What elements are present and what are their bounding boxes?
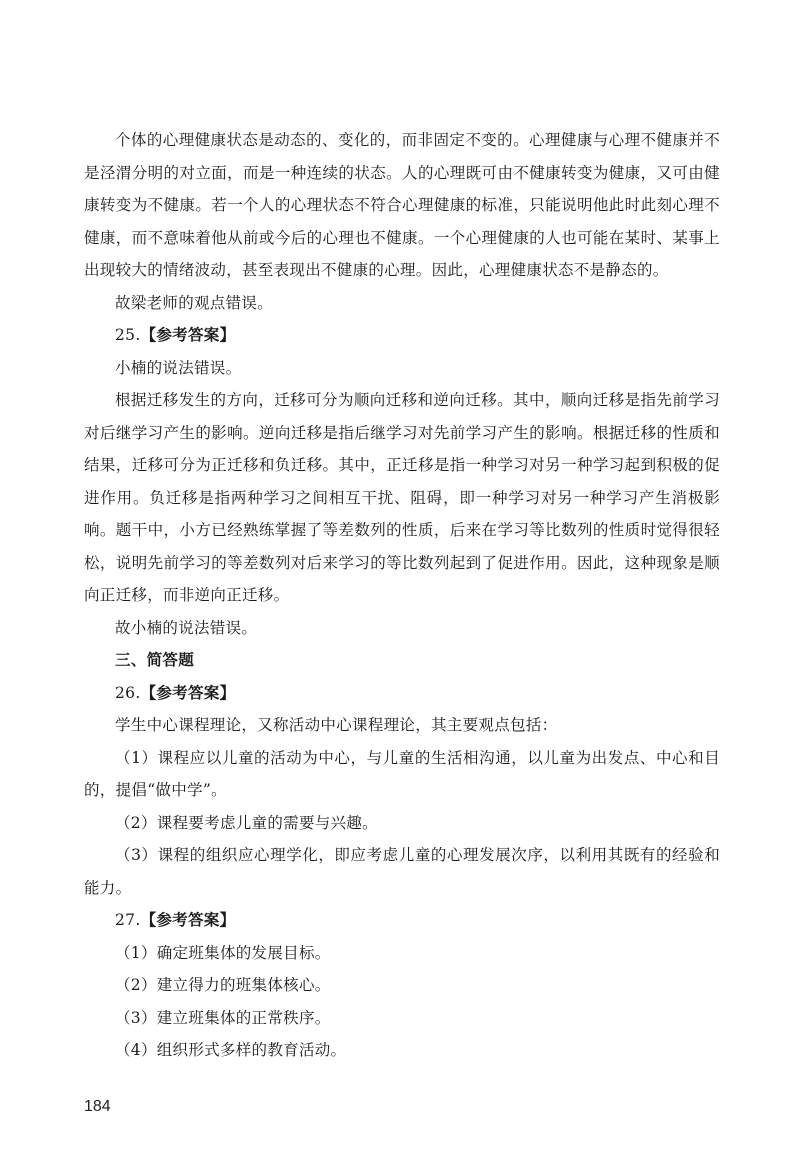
question-number: 27.	[115, 911, 141, 929]
page-content	[84, 124, 720, 1067]
list-item: （4）组织形式多样的教育活动。	[115, 1041, 347, 1059]
list-item: （1）课程应以儿童的活动为中心，与儿童的生活相沟通，以儿童为出发点、中心和目的，提倡“做中学”。	[84, 748, 720, 799]
answer-label: 【参考答案】	[140, 326, 236, 344]
paragraph: 根据迁移发生的方向，迁移可分为顺向迁移和逆向迁移。其中，顺向迁移是指先前学习对后继学习产生的影响。逆向迁移是指后继学习对先前学习产生的影响。根据迁移的性质和结果，迁移可分为正迁移和负迁移。其中，正迁移是指一种学习对另一种学习起到积极的促进作用。负迁移是指两种学习之间相互干扰、阻碍，即一种学习对另一种学习产生消极影响。题干中，小方已经熟练掌握了等差数列的性质，后来在学习等比数列的性质时觉得很轻松，说明先前学习的等差数列对后来学习的等比数列起到了促进作用。因此，这种现象是顺向正迁移，而非逆向正迁移。	[84, 391, 720, 604]
list-item: （2）课程要考虑儿童的需要与兴趣。	[115, 813, 378, 832]
section-heading: 三、简答题	[115, 651, 195, 669]
paragraph: 个体的心理健康状态是动态的、变化的，而非固定不变的。心理健康与心理不健康并不是泾渭分明的对立面，而是一种连续的状态。人的心理既可由不健康转变为健康，又可由健康转变为不健康。若一个人的心理状态不符合心理健康的标准，只能说明他此时此刻心理不健康，而不意味着他从前或今后的心理也不健康。一个心理健康的人也可能在某时、某事上出现较大的情绪波动，甚至表现出不健康的心理。因此，心理健康状态不是静态的。	[84, 131, 720, 279]
list-item: （3）课程的组织应心理学化，即应考虑儿童的心理发展次序，以利用其既有的经验和能力。	[84, 846, 720, 897]
answer-heading-27	[84, 904, 720, 937]
question-number: 25.	[115, 326, 141, 344]
answer-heading-25	[84, 319, 720, 352]
answer-heading-26	[84, 677, 720, 710]
list-item: （3）建立班集体的正常秩序。	[115, 1008, 331, 1027]
paragraph: 学生中心课程理论，又称活动中心课程理论，其主要观点包括：	[115, 716, 558, 734]
answer-label: 【参考答案】	[140, 683, 236, 702]
paragraph: 故小楠的说法错误。	[115, 618, 258, 637]
page-number: 184	[84, 1098, 111, 1115]
paragraph: 小楠的说法错误。	[115, 358, 242, 377]
paragraph: 故梁老师的观点错误。	[115, 293, 274, 312]
question-number: 26.	[115, 683, 141, 702]
answer-label: 【参考答案】	[140, 911, 236, 929]
list-item: （2）建立得力的班集体核心。	[115, 976, 331, 994]
list-item: （1）确定班集体的发展目标。	[115, 943, 331, 962]
